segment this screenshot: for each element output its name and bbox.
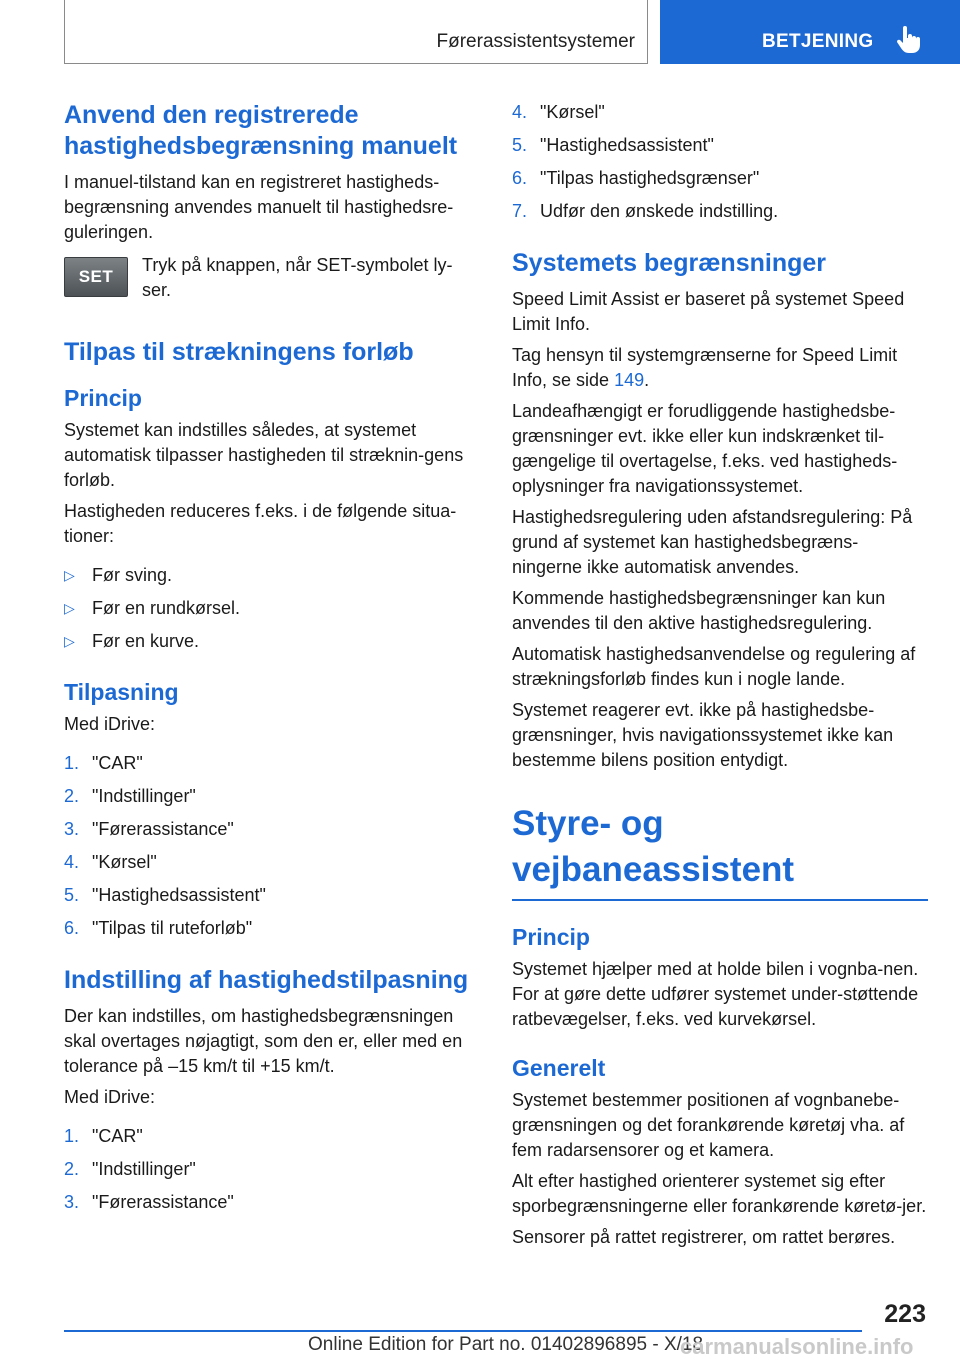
triangle-bullet-icon: ▷ (64, 600, 75, 616)
list-item: 4. "Kørsel" (512, 102, 605, 122)
list-item: 1. "CAR" (64, 753, 143, 773)
heading-principle: Princip (64, 385, 142, 411)
header-chapter-title: BETJENING (762, 31, 874, 52)
list-item: ▷ Før en kurve. (64, 629, 478, 654)
triangle-bullet-icon: ▷ (64, 633, 75, 649)
heading-general: Generelt (512, 1055, 606, 1081)
paragraph-speed-setting: Der kan indstilles, om hastighedsbegrænsningen skal overtages nøjagtigt, som den er, eller med en tolerance på –15 km/t til +15 km/t. (64, 1006, 463, 1076)
paragraph-limits: Speed Limit Assist er baseret på systemet Speed Limit Info. (512, 289, 905, 334)
heading-steering-assistant: Styre- og vejbaneassistent (512, 801, 928, 901)
paragraph-limits: Automatisk hastighedsanvendelse og regulering af strækningsforløb findes kun i nogle lande. (512, 644, 916, 689)
heading-speed-setting: Indstilling af hastighedstilpasning (64, 966, 469, 994)
paragraph-general: Sensorer på rattet registrerer, om rattet berøres. (512, 1227, 896, 1247)
paragraph-idrive: Med iDrive: (64, 714, 156, 734)
heading-system-limits: Systemets begrænsninger (512, 249, 826, 277)
list-item: 6. "Tilpas til ruteforløb" (64, 918, 253, 938)
paragraph-general: Alt efter hastighed orienterer systemet sig efter sporbegrænsningerne eller forankørende køretø-jer. (512, 1171, 927, 1216)
list-item: ▷ Før en rundkørsel. (64, 596, 478, 621)
heading-tilpasning: Tilpasning (64, 679, 179, 705)
heading-apply-limit: Anvend den registrerede hastighedsbegrænsning manuelt (64, 101, 458, 160)
steps-list-1 (64, 751, 478, 941)
header-chapter-tab (660, 0, 960, 64)
list-item: 6. "Tilpas hastighedsgrænser" (512, 168, 760, 188)
page-reference-link[interactable]: 149 (614, 370, 645, 390)
triangle-bullet-icon: ▷ (64, 567, 75, 583)
paragraph-limits: Systemet reagerer evt. ikke på hastighedsbe-grænsninger, hvis navigationssystemet ikke kan bestemme bilens position entydigt. (512, 700, 894, 770)
situation-list (64, 563, 478, 654)
list-item: 7. Udfør den ønskede indstilling. (512, 201, 779, 221)
list-item: 3. "Førerassistance" (64, 1192, 234, 1212)
page-number: 223 (884, 1300, 926, 1328)
paragraph-set: Tryk på knappen, når SET-symbolet ly-ser. (142, 255, 453, 300)
paragraph-apply-limit: I manuel-tilstand kan en registreret hastigheds-begrænsning anvendes manuelt til hastighedsre-guleringen. (64, 172, 454, 242)
list-item: 4. "Kørsel" (64, 852, 157, 872)
header-section-title: Førerassistentsystemer (436, 31, 635, 52)
paragraph-general: Systemet bestemmer positionen af vognbanebe-grænsningen og det forankørende køretøj vha. af fem radarsensorer og et kamera. (512, 1090, 905, 1160)
watermark: carmanualsonline.info (680, 1334, 914, 1359)
paragraph-idrive: Med iDrive: (64, 1087, 156, 1107)
paragraph-limits: Kommende hastighedsbegrænsninger kan kun anvendes til den aktive hastighedsregulering. (512, 588, 886, 633)
pointing-hand-icon (896, 26, 922, 54)
steps-list-3 (512, 100, 928, 224)
list-item: 1. "CAR" (64, 1126, 143, 1146)
paragraph-principle: Systemet hjælper med at holde bilen i vognba-nen. For at gøre dette udfører systemet under-støttende ratbevægelser, f.eks. ved kurvekørsel. (512, 959, 919, 1029)
set-button-icon: SET (64, 257, 128, 297)
list-item: 5. "Hastighedsassistent" (64, 885, 266, 905)
list-item: 2. "Indstillinger" (64, 1159, 196, 1179)
header-section-box (64, 0, 648, 64)
set-instruction (64, 253, 478, 309)
paragraph-limits-ref: Tag hensyn til systemgrænserne for Speed Limit Info, se side 149. (512, 345, 898, 390)
paragraph-principle: Systemet kan indstilles således, at systemet automatisk tilpasser hastigheden til stræknin-gens forløb. (64, 420, 464, 490)
steps-list-2 (64, 1124, 478, 1215)
list-item: 5. "Hastighedsassistent" (512, 135, 714, 155)
list-item: 2. "Indstillinger" (64, 786, 196, 806)
heading-adapt-route: Tilpas til strækningens forløb (64, 338, 414, 366)
left-column (64, 100, 478, 1223)
footer-edition: Online Edition for Part no. 01402896895 - X/18 (308, 1334, 704, 1355)
footer-divider (64, 1330, 862, 1332)
heading-principle: Princip (512, 924, 590, 950)
paragraph-limits: Landeafhængigt er forudliggende hastighedsbe-grænsninger evt. ikke eller kun indskrænket til-gængelige til overtagelse, f.eks. ved hastigheds-oplysninger fra navigationssystemet. (512, 401, 898, 496)
right-column (512, 100, 928, 1256)
paragraph-reduce: Hastigheden reduceres f.eks. i de følgende situa-tioner: (64, 501, 457, 546)
list-item: ▷ Før sving. (64, 563, 478, 588)
list-item: 3. "Førerassistance" (64, 819, 234, 839)
paragraph-limits: Hastighedsregulering uden afstandsregulering: På grund af systemet kan hastighedsbegræns-ningerne ikke automatisk anvendes. (512, 507, 913, 577)
